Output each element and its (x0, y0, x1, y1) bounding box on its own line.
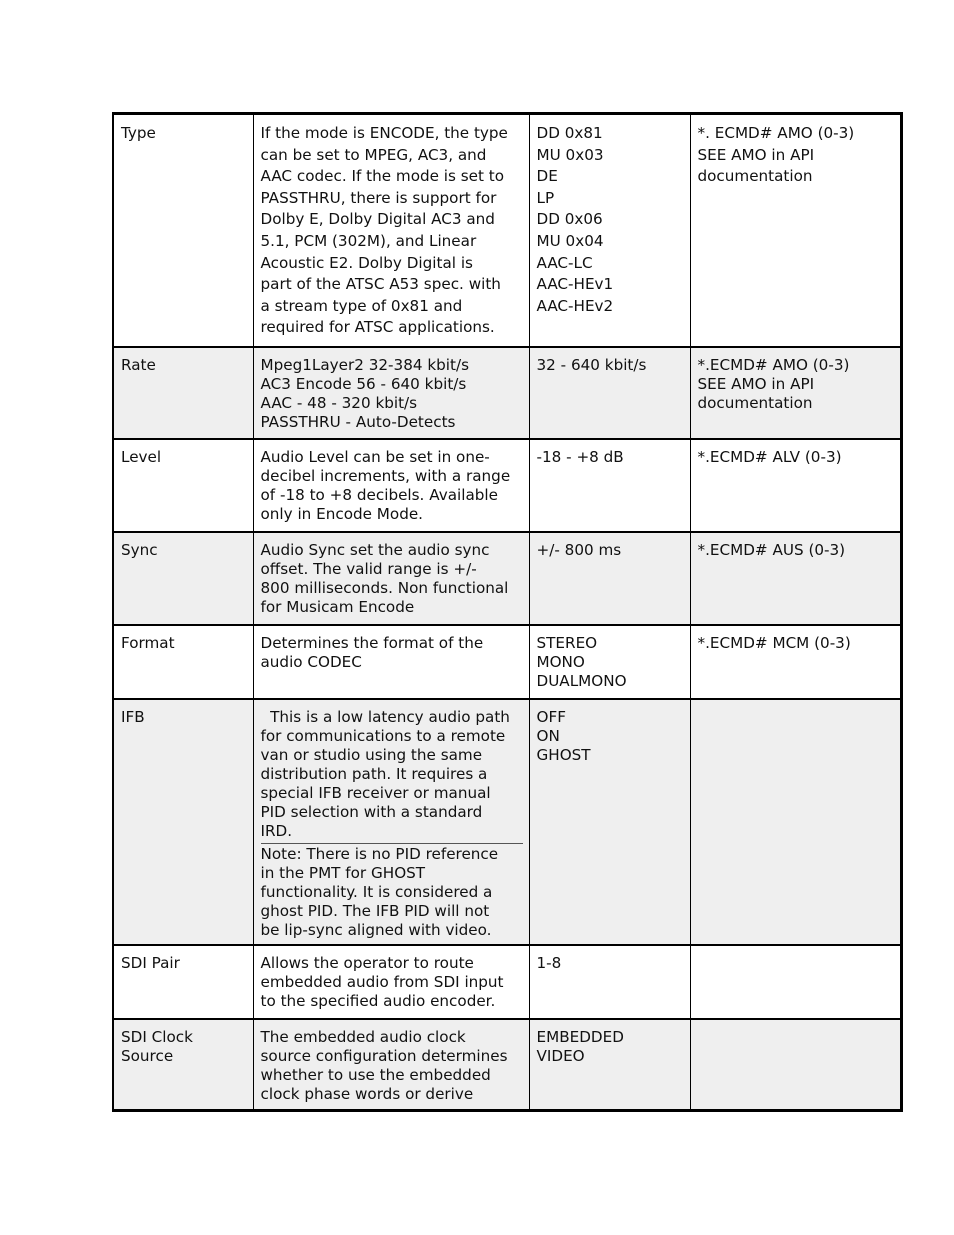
description-line: Determines the format of the (260, 633, 484, 652)
description-line: a stream type of 0x81 and (260, 296, 463, 315)
value-line: 1-8 (536, 953, 562, 972)
value-line: ON (536, 726, 560, 745)
command-line: *. ECMD# AMO (0-3) (697, 124, 855, 142)
table-row (113, 439, 901, 532)
param-name-cell (113, 1019, 253, 1111)
description-line: to the specified audio encoder. (260, 991, 496, 1010)
description-line: audio CODEC (260, 652, 362, 671)
command-line: SEE AMO in API (697, 145, 815, 164)
param-values-cell (529, 625, 690, 699)
param-description-cell (253, 945, 529, 1019)
note-line: in the PMT for GHOST (260, 863, 426, 882)
command-line: SEE AMO in API (697, 374, 815, 393)
description-line: of -18 to +8 decibels. Available (260, 485, 498, 504)
description-line: only in Encode Mode. (260, 504, 424, 523)
param-command-cell (690, 945, 901, 1019)
table-row (113, 114, 901, 347)
value-line: 32 - 640 kbit/s (536, 355, 647, 374)
param-name: Source (121, 1046, 174, 1065)
description-line: van or studio using the same (260, 745, 483, 764)
param-name: Format (121, 633, 175, 652)
value-line: -18 - +8 dB (536, 447, 624, 466)
param-name-cell (113, 699, 253, 945)
param-description-cell (253, 347, 529, 439)
description-line: 800 milliseconds. Non functional (260, 578, 509, 597)
description-line: Mpeg1Layer2 32-384 kbit/s (260, 355, 469, 374)
description-line: Audio Level can be set in one- (260, 447, 490, 466)
param-command-cell (690, 347, 901, 439)
param-command-cell (690, 439, 901, 532)
value-line: DUALMONO (536, 671, 627, 690)
table-row (113, 699, 901, 945)
param-command-cell (690, 1019, 901, 1111)
description-line: clock phase words or derive (260, 1084, 474, 1103)
value-line: AAC-LC (536, 253, 593, 272)
value-line: +/- 800 ms (536, 540, 622, 559)
value-line: STEREO (536, 633, 598, 652)
param-name-cell (113, 114, 253, 347)
description-line: 5.1, PCM (302M), and Linear (260, 231, 477, 250)
note-line: Note: There is no PID reference (260, 844, 499, 863)
param-name-cell (113, 439, 253, 532)
param-name: Rate (121, 355, 156, 374)
param-name: IFB (121, 707, 145, 726)
param-name: Level (121, 447, 162, 466)
param-description-cell (253, 625, 529, 699)
command-line: *.ECMD# MCM (0-3) (697, 633, 851, 652)
param-description-cell (253, 532, 529, 625)
description-line: If the mode is ENCODE, the type (260, 124, 508, 142)
value-line: MU 0x04 (536, 231, 604, 250)
param-name: Type (121, 124, 156, 142)
param-values-cell (529, 1019, 690, 1111)
note-divider (261, 843, 523, 844)
command-line: *.ECMD# ALV (0-3) (697, 447, 842, 466)
param-values-cell (529, 945, 690, 1019)
value-line: OFF (536, 707, 566, 726)
description-line: Audio Sync set the audio sync (260, 540, 490, 559)
table-row (113, 532, 901, 625)
note-line: functionality. It is considered a (260, 882, 493, 901)
description-line: whether to use the embedded (260, 1065, 491, 1084)
description-line: part of the ATSC A53 spec. with (260, 275, 501, 294)
value-line: EMBEDDED (536, 1027, 624, 1046)
description-line: Allows the operator to route (260, 953, 474, 972)
value-line: AAC-HEv2 (536, 296, 614, 315)
description-line: special IFB receiver or manual (260, 783, 491, 802)
param-values-cell (529, 699, 690, 945)
param-command-cell (690, 114, 901, 347)
table-row (113, 945, 901, 1019)
description-line: Dolby E, Dolby Digital AC3 and (260, 210, 495, 229)
value-line: VIDEO (536, 1046, 585, 1065)
param-name-cell (113, 532, 253, 625)
value-line: AAC-HEv1 (536, 275, 614, 294)
description-line: for communications to a remote (260, 726, 506, 745)
description-line: source configuration determines (260, 1046, 508, 1065)
param-command-cell (690, 699, 901, 945)
param-description-cell (253, 114, 529, 347)
description-line: This is a low latency audio path (260, 707, 510, 726)
value-line: MONO (536, 652, 585, 671)
value-line: DE (536, 167, 558, 186)
table-row (113, 347, 901, 439)
description-line: IRD. (260, 821, 293, 840)
description-line: decibel increments, with a range (260, 466, 511, 485)
description-line: PID selection with a standard (260, 802, 483, 821)
param-values-cell (529, 439, 690, 532)
param-command-cell (690, 532, 901, 625)
param-name-cell (113, 347, 253, 439)
description-line: AC3 Encode 56 - 640 kbit/s (260, 374, 467, 393)
note-line: ghost PID. The IFB PID will not (260, 901, 490, 920)
command-line: *.ECMD# AUS (0-3) (697, 540, 846, 559)
value-line: LP (536, 188, 555, 207)
param-description-cell (253, 1019, 529, 1111)
table-row (113, 1019, 901, 1111)
param-name-cell (113, 945, 253, 1019)
description-line: required for ATSC applications. (260, 318, 495, 337)
parameter-table (112, 112, 903, 1112)
note-line: be lip-sync aligned with video. (260, 920, 492, 939)
param-name: Sync (121, 540, 158, 559)
param-name-cell (113, 625, 253, 699)
command-line: documentation (697, 167, 813, 186)
value-line: DD 0x81 (536, 124, 603, 142)
param-name: SDI Clock (121, 1027, 193, 1046)
description-line: offset. The valid range is +/- (260, 559, 477, 578)
description-line: AAC codec. If the mode is set to (260, 167, 505, 186)
param-values-cell (529, 114, 690, 347)
description-line: PASSTHRU, there is support for (260, 188, 497, 207)
command-line: documentation (697, 393, 813, 412)
param-description-cell (253, 439, 529, 532)
value-line: DD 0x06 (536, 210, 603, 229)
param-values-cell (529, 532, 690, 625)
description-line: PASSTHRU - Auto-Detects (260, 412, 456, 431)
description-line: The embedded audio clock (260, 1027, 466, 1046)
description-line: Acoustic E2. Dolby Digital is (260, 253, 473, 272)
description-line: can be set to MPEG, AC3, and (260, 145, 487, 164)
param-name: SDI Pair (121, 953, 180, 972)
table-row (113, 625, 901, 699)
description-line: distribution path. It requires a (260, 764, 488, 783)
value-line: MU 0x03 (536, 145, 604, 164)
param-command-cell (690, 625, 901, 699)
param-description-cell (253, 699, 529, 945)
command-line: *.ECMD# AMO (0-3) (697, 355, 850, 374)
description-line: AAC - 48 - 320 kbit/s (260, 393, 418, 412)
description-line: embedded audio from SDI input (260, 972, 504, 991)
value-line: GHOST (536, 745, 591, 764)
description-line: for Musicam Encode (260, 597, 415, 616)
param-values-cell (529, 347, 690, 439)
